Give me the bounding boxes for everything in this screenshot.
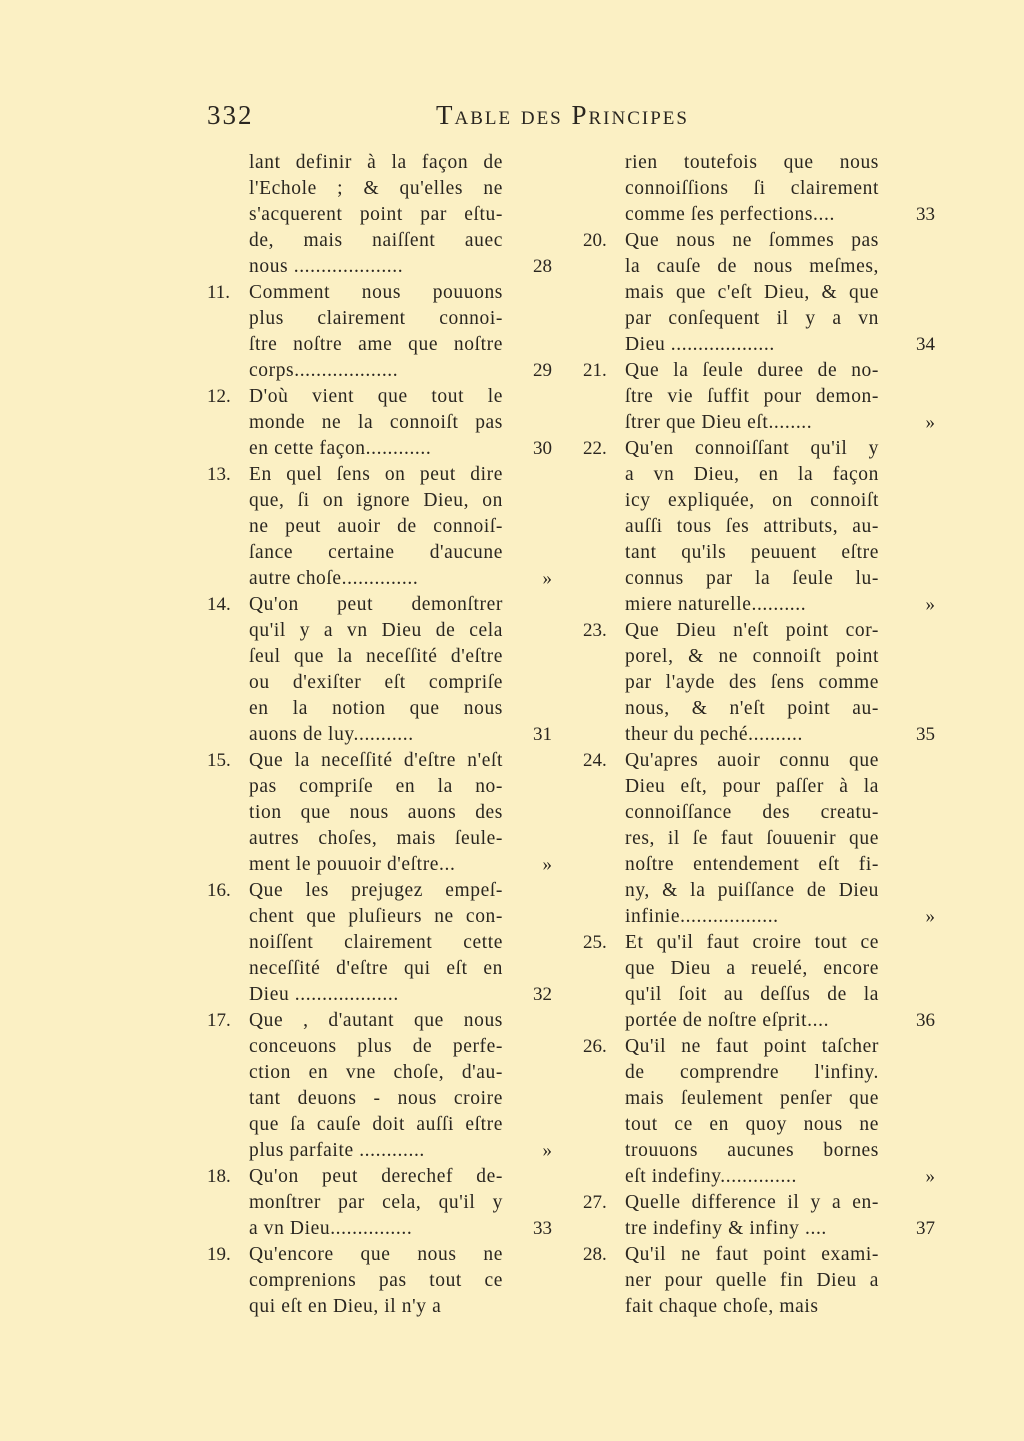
entry-line: qu'il ſoit au deſſus de la	[625, 984, 879, 1005]
page-reference: »	[925, 906, 935, 927]
entry-line: nous, & n'eſt point au-	[625, 698, 879, 719]
toc-entry	[583, 618, 935, 748]
entry-number: 17.	[207, 1010, 231, 1031]
page-reference: »	[925, 1166, 935, 1187]
toc-entry	[583, 1034, 935, 1190]
entry-line: fait chaque choſe, mais	[625, 1296, 819, 1317]
entry-number: 27.	[583, 1192, 607, 1213]
toc-entry	[207, 150, 552, 280]
entry-line: Que la neceſſité d'eſtre n'eſt	[249, 750, 503, 771]
entry-line: par conſequent il y a vn	[625, 308, 879, 329]
entry-line: qui eſt en Dieu, il n'y a	[249, 1296, 442, 1317]
entry-line: ſeul que la neceſſité d'eſtre	[249, 646, 503, 667]
entry-line: connus par la ſeule lu-	[625, 568, 879, 589]
entry-number: 19.	[207, 1244, 231, 1265]
toc-entry	[583, 1190, 935, 1242]
toc-entry	[207, 878, 552, 1008]
entry-line: neceſſité d'eſtre qui eſt en	[249, 958, 503, 979]
entry-line: s'acquerent point par eſtu-	[249, 204, 503, 225]
toc-entry	[583, 436, 935, 618]
entry-line: tout ce en quoy nous ne	[625, 1114, 879, 1135]
entry-line: porel, & ne connoiſt point	[625, 646, 879, 667]
entry-line: Dieu eſt, pour paſſer à la	[625, 776, 879, 797]
entry-line: que Dieu a reuelé, encore	[625, 958, 879, 979]
entry-line: a vn Dieu...............	[249, 1218, 413, 1239]
toc-entry	[583, 358, 935, 436]
entry-line: infinie..................	[625, 906, 779, 927]
entry-number: 21.	[583, 360, 607, 381]
entry-line: lant definir à la façon de	[249, 152, 503, 173]
entry-number: 22.	[583, 438, 607, 459]
entry-line: nous ....................	[249, 256, 404, 277]
entry-line: Qu'apres auoir connu que	[625, 750, 879, 771]
entry-line: Qu'en connoiſſant qu'il y	[625, 438, 879, 459]
entry-line: Que les prejugez empeſ-	[249, 880, 503, 901]
toc-entry	[583, 228, 935, 358]
right-column	[583, 150, 935, 1320]
entry-line: Quelle difference il y a en-	[625, 1192, 879, 1213]
entry-line: en la notion que nous	[249, 698, 503, 719]
entry-line: par l'ayde des ſens comme	[625, 672, 879, 693]
entry-line: ny, & la puiſſance de Dieu	[625, 880, 879, 901]
entry-line: trouuons aucunes bornes	[625, 1140, 879, 1161]
entry-line: comprenions pas tout ce	[249, 1270, 503, 1291]
entry-line: Que nous ne ſommes pas	[625, 230, 879, 251]
entry-line: ne peut auoir de connoiſ-	[249, 516, 503, 537]
toc-entry	[583, 150, 935, 228]
toc-entry	[207, 280, 552, 384]
entry-line: Qu'encore que nous ne	[249, 1244, 503, 1265]
entry-number: 28.	[583, 1244, 607, 1265]
entry-line: conceuons plus de perfe-	[249, 1036, 503, 1057]
entry-line: pas compriſe en la no-	[249, 776, 503, 797]
entry-line: ſtre vie ſuffit pour demon-	[625, 386, 879, 407]
entry-line: D'où vient que tout le	[249, 386, 503, 407]
page-reference: »	[925, 412, 935, 433]
entry-line: plus clairement connoi-	[249, 308, 503, 329]
entry-number: 26.	[583, 1036, 607, 1057]
entry-line: chent que pluſieurs ne con-	[249, 906, 503, 927]
toc-entry	[207, 1242, 552, 1320]
entry-line: autre choſe..............	[249, 568, 419, 589]
entry-line: Qu'il ne faut point taſcher	[625, 1036, 879, 1057]
entry-line: miere naturelle..........	[625, 594, 807, 615]
entry-line: a vn Dieu, en la façon	[625, 464, 879, 485]
entry-line: Qu'on peut derechef de-	[249, 1166, 503, 1187]
page-reference: 33	[533, 1218, 552, 1239]
page-reference: »	[542, 568, 552, 589]
page-reference: »	[542, 854, 552, 875]
entry-line: l'Echole ; & qu'elles ne	[249, 178, 503, 199]
entry-line: tion que nous auons des	[249, 802, 503, 823]
entry-number: 15.	[207, 750, 231, 771]
entry-number: 23.	[583, 620, 607, 641]
entry-line: monſtrer par cela, qu'il y	[249, 1192, 503, 1213]
entry-line: que ſa cauſe doit auſſi eſtre	[249, 1114, 503, 1135]
entry-line: connoiſſance des creatu-	[625, 802, 879, 823]
toc-entry	[583, 1242, 935, 1320]
toc-entry	[207, 1008, 552, 1164]
entry-line: rien toutefois que nous	[625, 152, 879, 173]
entry-line: icy expliquée, on connoiſt	[625, 490, 879, 511]
entry-line: comme ſes perfections....	[625, 204, 835, 225]
running-head: Table des Principes	[436, 100, 689, 130]
entry-number: 18.	[207, 1166, 231, 1187]
entry-line: auſſi tous ſes attributs, au-	[625, 516, 879, 537]
toc-entry	[583, 748, 935, 930]
entry-line: de, mais naiſſent auec	[249, 230, 503, 251]
entry-line: res, il ſe faut ſouuenir que	[625, 828, 879, 849]
entry-line: ction en vne choſe, d'au-	[249, 1062, 503, 1083]
toc-entry	[207, 384, 552, 462]
entry-number: 24.	[583, 750, 607, 771]
entry-line: noiſſent clairement cette	[249, 932, 503, 953]
entry-number: 13.	[207, 464, 231, 485]
left-column	[207, 150, 552, 1320]
entry-line: ſtre noſtre ame que noſtre	[249, 334, 503, 355]
page-reference: 29	[533, 360, 552, 381]
entry-line: tant qu'ils peuuent eſtre	[625, 542, 879, 563]
entry-line: ou d'exiſter eſt compriſe	[249, 672, 503, 693]
page-reference: 28	[533, 256, 552, 277]
entry-number: 12.	[207, 386, 231, 407]
toc-entry	[207, 1164, 552, 1242]
entry-line: ſtrer que Dieu eſt........	[625, 412, 813, 433]
page-reference: 37	[916, 1218, 935, 1239]
page-number: 332	[207, 100, 254, 130]
page-reference: 32	[533, 984, 552, 1005]
page-reference: 36	[916, 1010, 935, 1031]
toc-entry	[583, 930, 935, 1034]
entry-line: theur du peché..........	[625, 724, 803, 745]
page-reference: 31	[533, 724, 552, 745]
page-reference: 35	[916, 724, 935, 745]
entry-line: que, ſi on ignore Dieu, on	[249, 490, 503, 511]
entry-line: corps...................	[249, 360, 399, 381]
toc-entry	[207, 748, 552, 878]
entry-line: Dieu ...................	[625, 334, 775, 355]
entry-line: monde ne la connoiſt pas	[249, 412, 503, 433]
entry-line: en cette façon............	[249, 438, 432, 459]
page-reference: 34	[916, 334, 935, 355]
entry-line: auons de luy...........	[249, 724, 414, 745]
entry-number: 16.	[207, 880, 231, 901]
entry-line: Dieu ...................	[249, 984, 399, 1005]
page-reference: »	[925, 594, 935, 615]
entry-line: Et qu'il faut croire tout ce	[625, 932, 879, 953]
entry-line: qu'il y a vn Dieu de cela	[249, 620, 503, 641]
entry-line: Que , d'autant que nous	[249, 1010, 503, 1031]
entry-line: autres choſes, mais ſeule-	[249, 828, 503, 849]
entry-line: noſtre entendement eſt fi-	[625, 854, 879, 875]
entry-line: Que la ſeule duree de no-	[625, 360, 879, 381]
entry-line: mais que c'eſt Dieu, & que	[625, 282, 879, 303]
entry-line: la cauſe de nous meſmes,	[625, 256, 879, 277]
page-reference: »	[542, 1140, 552, 1161]
entry-line: de comprendre l'infiny.	[625, 1062, 879, 1083]
entry-number: 25.	[583, 932, 607, 953]
entry-line: mais ſeulement penſer que	[625, 1088, 879, 1109]
entry-line: ner pour quelle fin Dieu a	[625, 1270, 879, 1291]
entry-line: ment le pouuoir d'eſtre...	[249, 854, 456, 875]
toc-entry	[207, 592, 552, 748]
entry-line: ſance certaine d'aucune	[249, 542, 503, 563]
entry-line: eſt indefiny..............	[625, 1166, 797, 1187]
entry-line: Que Dieu n'eſt point cor-	[625, 620, 879, 641]
entry-line: portée de noſtre eſprit....	[625, 1010, 830, 1031]
entry-line: plus parfaite ............	[249, 1140, 425, 1161]
entry-line: Qu'on peut demonſtrer	[249, 594, 503, 615]
toc-entry	[207, 462, 552, 592]
entry-line: connoiſſions ſi clairement	[625, 178, 879, 199]
page-reference: 33	[916, 204, 935, 225]
entry-line: Comment nous pouuons	[249, 282, 503, 303]
entry-line: tant deuons - nous croire	[249, 1088, 503, 1109]
entry-line: tre indefiny & infiny ....	[625, 1218, 827, 1239]
page-reference: 30	[533, 438, 552, 459]
entry-number: 20.	[583, 230, 607, 251]
entry-number: 14.	[207, 594, 231, 615]
entry-line: Qu'il ne faut point exami-	[625, 1244, 879, 1265]
entry-number: 11.	[207, 282, 231, 303]
entry-line: En quel ſens on peut dire	[249, 464, 503, 485]
